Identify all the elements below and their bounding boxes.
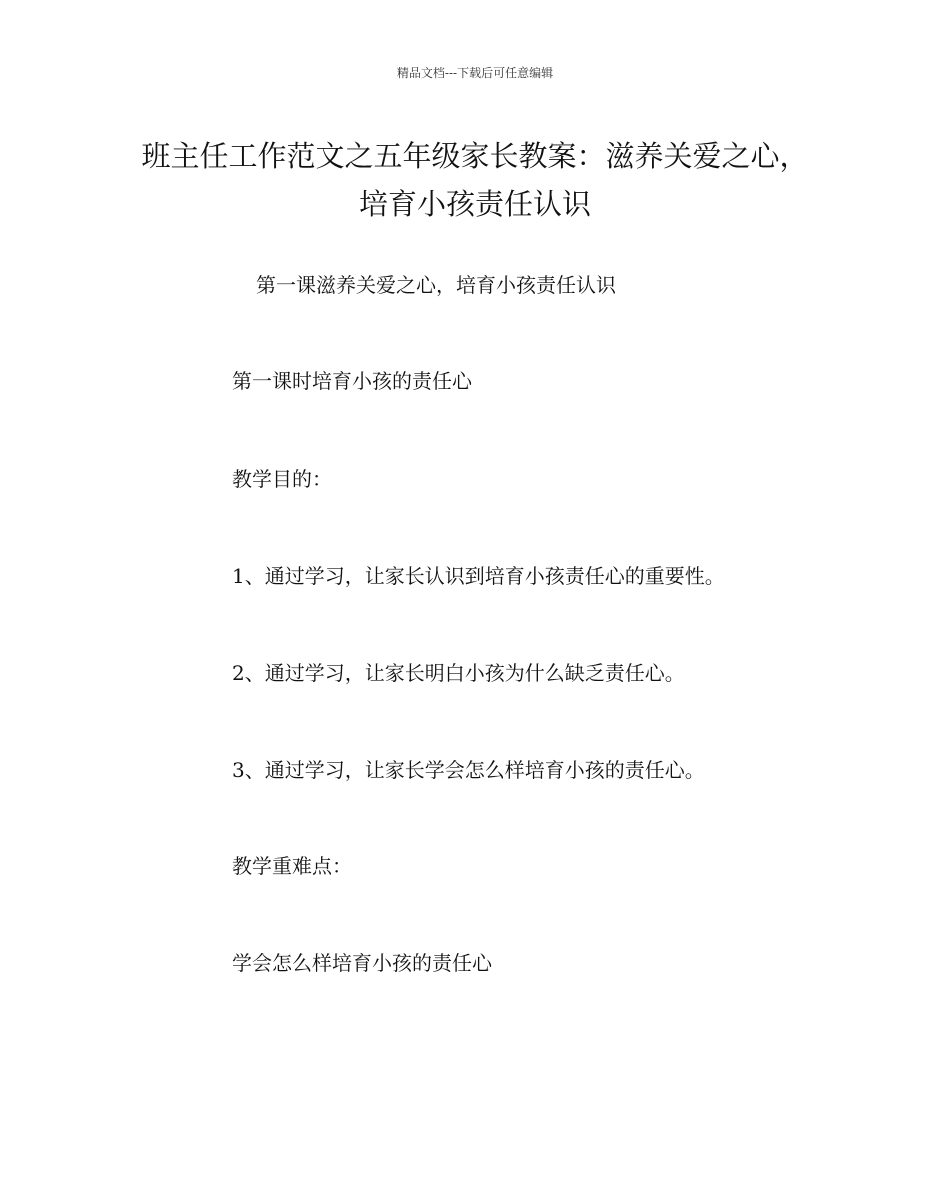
title-line-2: 培育小孩责任认识 (358, 187, 591, 221)
paragraph-teaching-goals-heading: 教学目的： (232, 467, 332, 491)
header-note: 精品文档---下载后可任意编辑 (396, 66, 554, 80)
lesson-subtitle: 第一课滋养关爱之心，培育小孩责任认识 (256, 273, 616, 297)
paragraph-goal-2: 2、通过学习，让家长明白小孩为什么缺乏责任心。 (232, 661, 685, 685)
paragraph-goal-1: 1、通过学习，让家长认识到培育小孩责任心的重要性。 (232, 564, 725, 588)
paragraph-goal-3: 3、通过学习，让家长学会怎么样培育小孩的责任心。 (232, 758, 705, 782)
paragraph-lesson-period: 第一课时培育小孩的责任心 (232, 369, 472, 393)
paragraph-key-points-heading: 教学重难点： (232, 854, 352, 878)
document-title (0, 132, 950, 228)
paragraph-key-point: 学会怎么样培育小孩的责任心 (232, 951, 492, 975)
title-line-1: 班主任工作范文之五年级家长教案：滋养关爱之心， (141, 139, 809, 173)
